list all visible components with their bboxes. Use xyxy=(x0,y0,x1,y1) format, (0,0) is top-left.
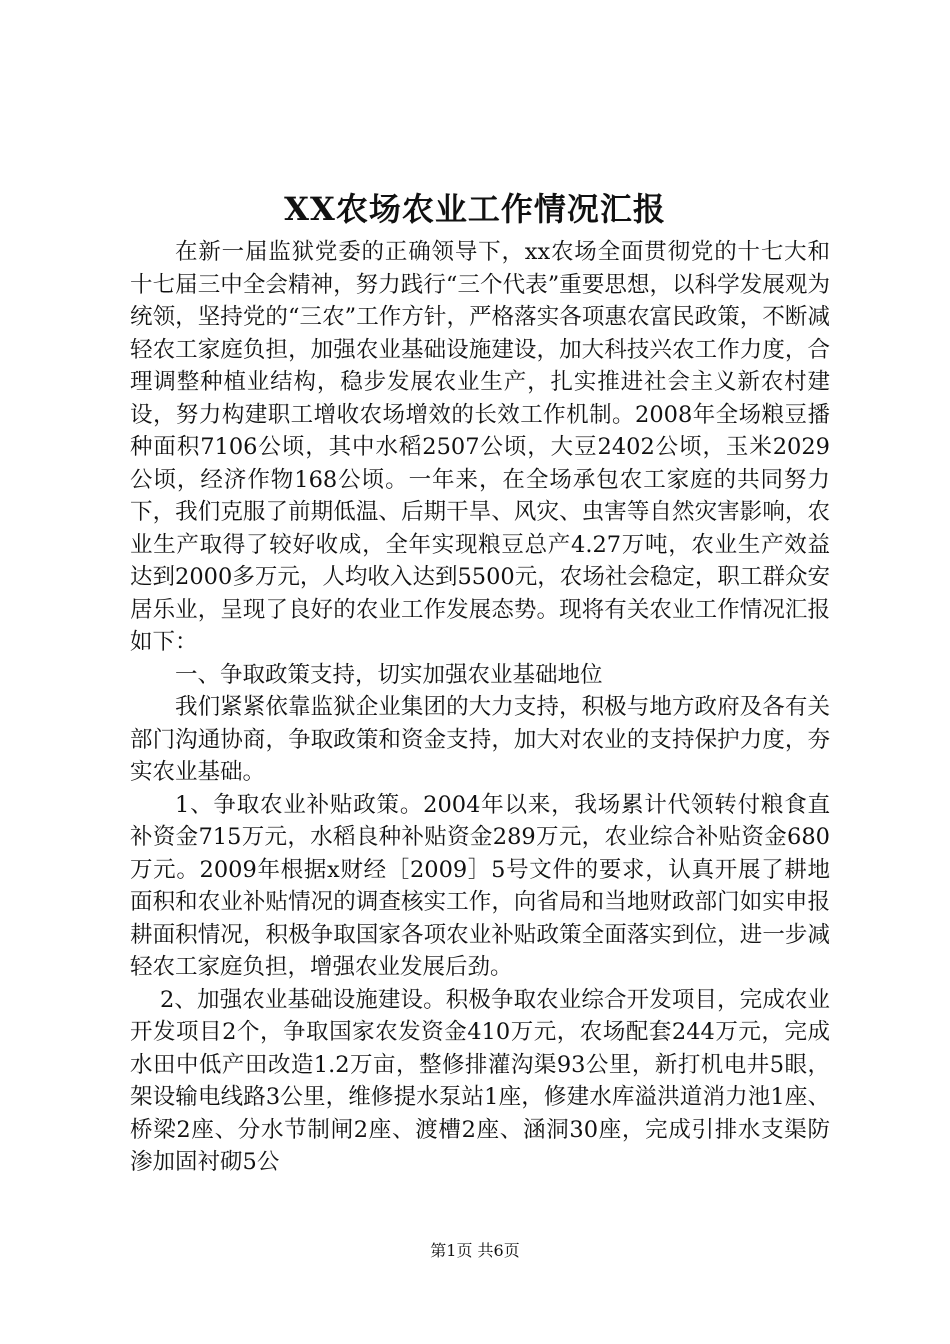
intro-paragraph: 在新一届监狱党委的正确领导下，xx农场全面贯彻党的十七大和十七届三中全会精神，努力践行“三个代表”重要思想，以科学发展观为统领，坚持党的“三农”工作方针，严格落实各项惠农富民政策，不断减轻农工家庭负担，加强农业基础设施建设，加大科技兴农工作力度，合理调整种植业结构，稳步发展农业生产，扎实推进社会主义新农村建设，努力构建职工增收农场增效的长效工作机制。2008年全场粮豆播种面积7106公顷，其中水稻2507公顷，大豆2402公顷，玉米2029公顷，经济作物168公顷。一年来，在全场承包农工家庭的共同努力下，我们克服了前期低温、后期干旱、风灾、虫害等自然灾害影响，农业生产取得了较好收成，全年实现粮豆总产4.27万吨，农业生产效益达到2000多万元，人均收入达到5500元，农场社会稳定，职工群众安居乐业，呈现了良好的农业工作发展态势。现将有关农业工作情况汇报如下： xyxy=(130,239,830,655)
section-heading-1: 一、争取政策支持，切实加强农业基础地位 xyxy=(175,661,603,688)
item-1-paragraph: 1、争取农业补贴政策。2004年以来，我场累计代领转付粮食直补资金715万元，水稻良种补贴资金289万元，农业综合补贴资金680万元。2009年根据x财经［2009］5号文件的要求，认真开展了耕地面积和农业补贴情况的调查核实工作，向省局和当地财政部门如实申报耕面积情况，积极争取国家各项农业补贴政策全面落实到位，进一步减轻农工家庭负担，增强农业发展后劲。 xyxy=(130,791,830,980)
document-title: XX农场农业工作情况汇报 xyxy=(284,190,666,228)
page-number: 第1页 共6页 xyxy=(430,1241,520,1260)
document-body xyxy=(130,236,830,1179)
section-1-paragraph: 我们紧紧依靠监狱企业集团的大力支持，积极与地方政府及各有关部门沟通协商，争取政策和资金支持，加大对农业的支持保护力度，夯实农业基础。 xyxy=(130,694,830,785)
item-2-paragraph: 2、加强农业基础设施建设。积极争取农业综合开发项目，完成农业开发项目2个，争取国家农发资金410万元，农场配套244万元，完成水田中低产田改造1.2万亩，整修排灌沟渠93公里，新打机电井5眼，架设输电线路3公里，维修提水泵站1座，修建水库溢洪道消力池1座、桥梁2座、分水节制闸2座、渡槽2座、涵洞30座，完成引排水支渠防渗加固衬砌5公 xyxy=(130,986,830,1175)
